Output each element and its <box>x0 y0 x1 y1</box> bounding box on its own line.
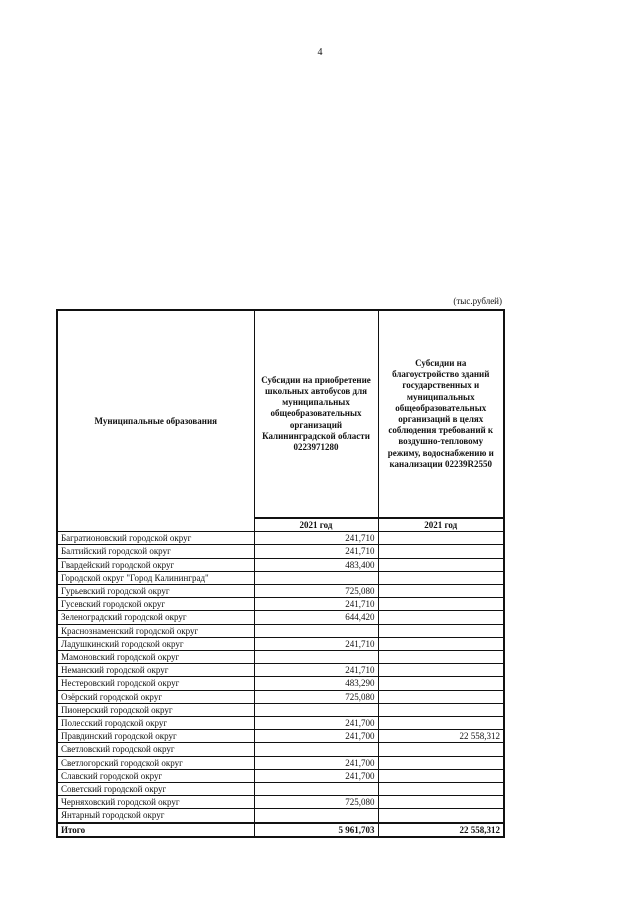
school-bus-subsidy: 725,080 <box>254 585 378 598</box>
school-bus-subsidy <box>254 651 378 664</box>
building-subsidy <box>378 809 504 823</box>
municipality-name: Славский городской округ <box>57 769 254 782</box>
header-buildings-improvement: Субсидии на благоустройство зданий государственных и муниципальных общеобразовательных организаций в целях соблюдения требований к воздушно-тепловому режиму, водоснабжению и канализации 02239R2550 <box>378 310 504 518</box>
building-subsidy: 22 558,312 <box>378 730 504 743</box>
municipality-name: Нестеровский городской округ <box>57 677 254 690</box>
school-bus-subsidy <box>254 624 378 637</box>
table-row <box>57 598 504 611</box>
table-row <box>57 637 504 650</box>
building-subsidy <box>378 571 504 584</box>
table-row <box>57 717 504 730</box>
table-row <box>57 690 504 703</box>
building-subsidy <box>378 796 504 809</box>
building-subsidy <box>378 769 504 782</box>
subsidies-table <box>56 309 505 838</box>
school-bus-subsidy: 241,710 <box>254 664 378 677</box>
building-subsidy <box>378 690 504 703</box>
building-subsidy <box>378 743 504 756</box>
table-row <box>57 532 504 545</box>
table-row <box>57 545 504 558</box>
page-number: 4 <box>317 47 323 58</box>
school-bus-subsidy: 241,710 <box>254 532 378 545</box>
table-row <box>57 703 504 716</box>
building-subsidy <box>378 651 504 664</box>
building-subsidy <box>378 664 504 677</box>
school-bus-subsidy <box>254 809 378 823</box>
building-subsidy <box>378 703 504 716</box>
building-subsidy <box>378 624 504 637</box>
school-bus-subsidy: 644,420 <box>254 611 378 624</box>
table-row <box>57 783 504 796</box>
school-bus-subsidy: 483,290 <box>254 677 378 690</box>
municipality-name: Гвардейский городской округ <box>57 558 254 571</box>
total-row <box>57 823 504 837</box>
table-row <box>57 611 504 624</box>
building-subsidy <box>378 558 504 571</box>
school-bus-subsidy <box>254 703 378 716</box>
header-school-buses: Субсидии на приобретение школьных автобусов для муниципальных общеобразовательных организаций Калининградской области 0223971280 <box>254 310 378 518</box>
school-bus-subsidy: 483,400 <box>254 558 378 571</box>
municipality-name: Черняховский городской округ <box>57 796 254 809</box>
table-row <box>57 558 504 571</box>
school-bus-subsidy: 241,710 <box>254 598 378 611</box>
municipality-name: Светлогорский городской округ <box>57 756 254 769</box>
municipality-name: Ладушкинский городской округ <box>57 637 254 650</box>
municipality-name: Светловский городской округ <box>57 743 254 756</box>
total-label: Итого <box>57 823 254 837</box>
school-bus-subsidy: 241,710 <box>254 545 378 558</box>
table-row <box>57 796 504 809</box>
municipality-name: Гурьевский городской округ <box>57 585 254 598</box>
table-row <box>57 677 504 690</box>
municipality-name: Неманский городской округ <box>57 664 254 677</box>
school-bus-subsidy: 241,700 <box>254 769 378 782</box>
building-subsidy <box>378 756 504 769</box>
school-bus-subsidy: 241,700 <box>254 717 378 730</box>
table-row <box>57 664 504 677</box>
table-row <box>57 756 504 769</box>
school-bus-subsidy <box>254 783 378 796</box>
table-row <box>57 651 504 664</box>
building-subsidy <box>378 637 504 650</box>
building-subsidy <box>378 717 504 730</box>
municipality-name: Озёрский городской округ <box>57 690 254 703</box>
total-building: 22 558,312 <box>378 823 504 837</box>
municipality-name: Пионерский городской округ <box>57 703 254 716</box>
municipality-name: Полесский городской округ <box>57 717 254 730</box>
municipality-name: Краснознаменский городской округ <box>57 624 254 637</box>
municipality-name: Городской округ "Город Калининград" <box>57 571 254 584</box>
header-municipalities: Муниципальные образования <box>57 310 254 532</box>
table-row <box>57 585 504 598</box>
table-row <box>57 769 504 782</box>
building-subsidy <box>378 783 504 796</box>
building-subsidy <box>378 677 504 690</box>
municipality-name: Советский городской округ <box>57 783 254 796</box>
school-bus-subsidy: 241,710 <box>254 637 378 650</box>
municipality-name: Гусевский городской округ <box>57 598 254 611</box>
school-bus-subsidy <box>254 571 378 584</box>
municipality-name: Зеленоградский городской округ <box>57 611 254 624</box>
school-bus-subsidy: 725,080 <box>254 796 378 809</box>
municipality-name: Янтарный городской округ <box>57 809 254 823</box>
school-bus-subsidy: 241,700 <box>254 730 378 743</box>
municipality-name: Балтийский городской округ <box>57 545 254 558</box>
header-year-col2: 2021 год <box>254 518 378 532</box>
table-row <box>57 571 504 584</box>
school-bus-subsidy: 725,080 <box>254 690 378 703</box>
school-bus-subsidy: 241,700 <box>254 756 378 769</box>
table-row <box>57 730 504 743</box>
building-subsidy <box>378 545 504 558</box>
school-bus-subsidy <box>254 743 378 756</box>
building-subsidy <box>378 611 504 624</box>
table-body <box>57 532 504 837</box>
building-subsidy <box>378 598 504 611</box>
table-row <box>57 809 504 823</box>
building-subsidy <box>378 585 504 598</box>
building-subsidy <box>378 532 504 545</box>
header-year-col3: 2021 год <box>378 518 504 532</box>
table-row <box>57 624 504 637</box>
total-school-bus: 5 961,703 <box>254 823 378 837</box>
municipality-name: Правдинский городской округ <box>57 730 254 743</box>
table-row <box>57 743 504 756</box>
units-label: (тыс.рублей) <box>453 296 502 306</box>
municipality-name: Мамоновский городской округ <box>57 651 254 664</box>
municipality-name: Багратионовский городской округ <box>57 532 254 545</box>
